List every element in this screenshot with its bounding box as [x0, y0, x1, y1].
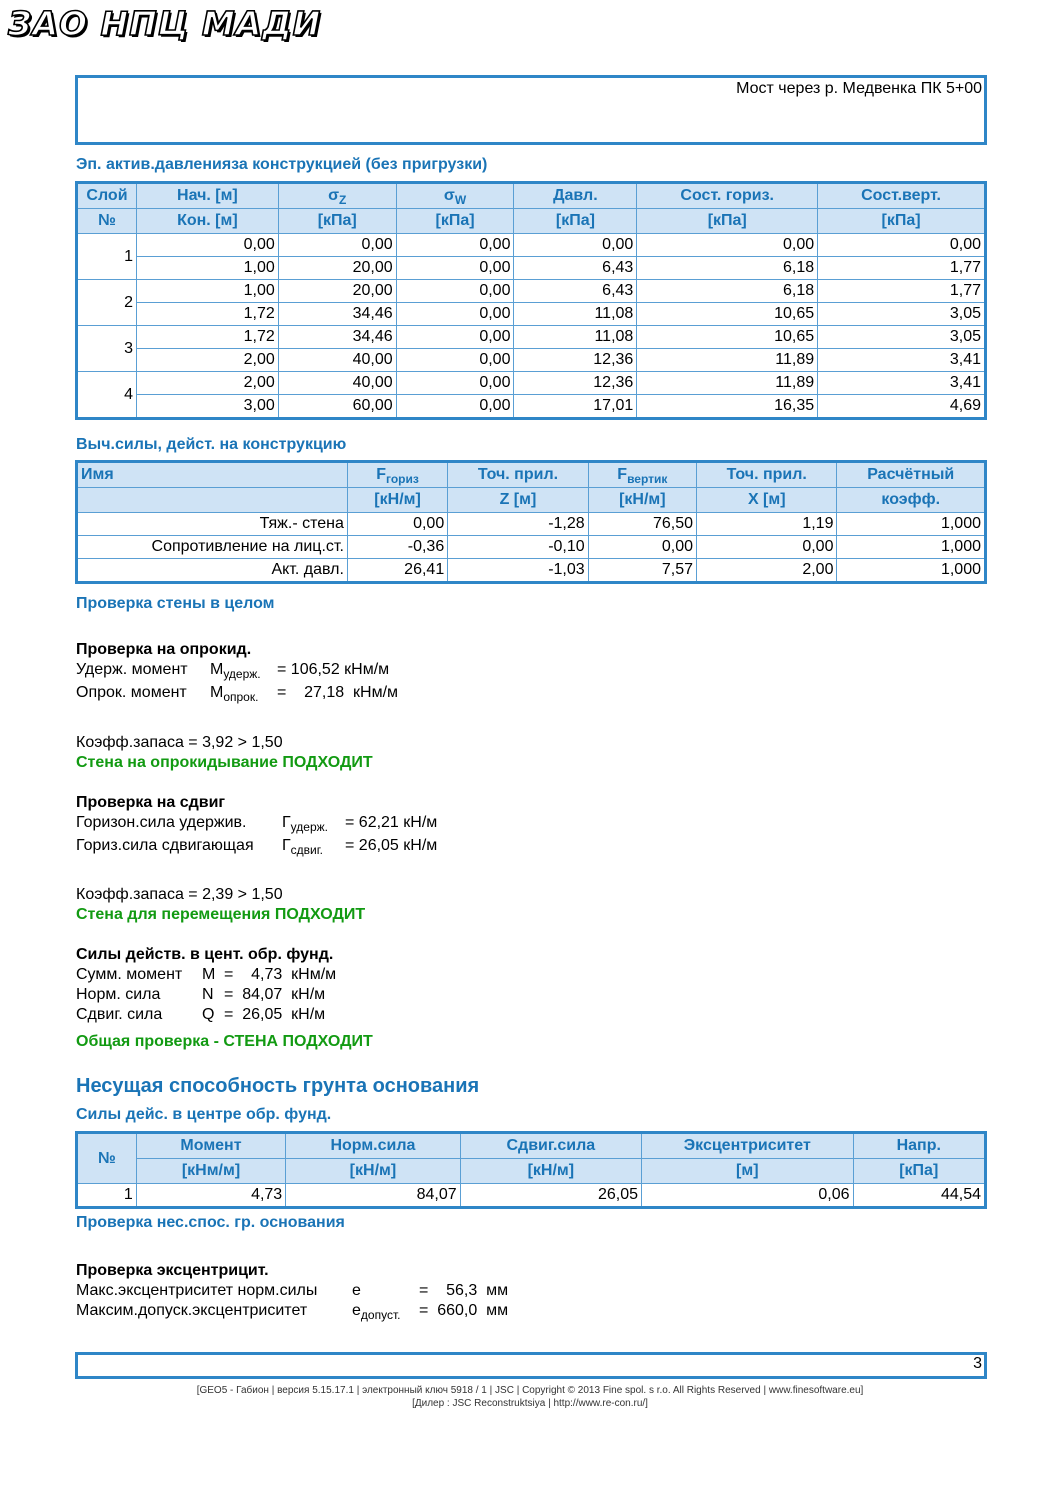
hold-force-symbol: $Г_{удерж.}$ — [282, 814, 328, 834]
table-row — [77, 303, 986, 326]
cell: 76,50 — [588, 513, 696, 536]
th-name: Имя — [77, 462, 348, 488]
layer-cell: 1 — [77, 234, 137, 280]
cell: 20,00 — [278, 257, 396, 280]
cell: 34,46 — [278, 326, 396, 349]
slide-force-label: Гориз.сила сдвигающая — [76, 837, 254, 854]
max-ecc-value: = 56,3 мм — [419, 1282, 509, 1299]
th-start: Нач. [м] — [136, 183, 278, 209]
cell: 0,00 — [396, 280, 514, 303]
th-coef-2: коэфф. — [837, 488, 986, 513]
max-ecc-label: Макс.эксцентриситет норм.силы — [76, 1282, 318, 1299]
cell: 0,00 — [396, 395, 514, 419]
cell: 6,18 — [637, 280, 818, 303]
sum-moment-label: Сумм. момент — [76, 966, 183, 983]
cell: 1,19 — [697, 513, 837, 536]
footer-line-2: [Дилер : JSC Reconstruktsiya | http://www.re-con.ru/] — [412, 1398, 648, 1409]
cell: 26,05 — [460, 1184, 641, 1208]
cell: 11,89 — [637, 349, 818, 372]
th-coef: Расчётный — [837, 462, 986, 488]
project-title: Мост через р. Медвенка ПК 5+00 — [736, 80, 982, 97]
th-vert: Сост.верт. — [818, 183, 986, 209]
cell: 0,00 — [396, 303, 514, 326]
forces-table — [75, 460, 987, 584]
pressure-table — [75, 181, 987, 420]
cell: 2,00 — [697, 559, 837, 583]
shear-force-symbol: Q — [202, 1006, 215, 1023]
cell: 0,00 — [396, 257, 514, 280]
shear-force-label: Сдвиг. сила — [76, 1006, 163, 1023]
th-shear-unit: [кН/м] — [460, 1159, 641, 1184]
normal-force-label: Норм. сила — [76, 986, 161, 1003]
overturn-moment-value: = 27,18 кНм/м — [277, 684, 399, 701]
cell: 20,00 — [278, 280, 396, 303]
cell: 26,41 — [347, 559, 447, 583]
cell: 0,06 — [642, 1184, 853, 1208]
table-row — [77, 536, 986, 559]
bearing-subtitle: Силы дейс. в центре обр. фунд. — [76, 1106, 332, 1123]
bearing-check-title: Проверка нес.спос. гр. основания — [76, 1214, 345, 1231]
th-moment: Момент — [136, 1133, 285, 1159]
th-layer-no: № — [77, 209, 137, 234]
allowed-ecc-symbol: $e_{допуст.}$ — [352, 1302, 401, 1322]
cell: 0,00 — [637, 234, 818, 257]
cell: 7,57 — [588, 559, 696, 583]
hold-moment-label: Удерж. момент — [76, 661, 188, 678]
layer-cell: 3 — [77, 326, 137, 372]
cell: 3,00 — [136, 395, 278, 419]
th-normal-unit: [кН/м] — [286, 1159, 460, 1184]
th-sigma-w-unit: [кПа] — [396, 209, 514, 234]
normal-force-symbol: N — [202, 986, 214, 1003]
footer-line-1: [GEO5 - Габион | версия 5.15.17.1 | электронный ключ 5918 / 1 | JSC | Copyright © 2013 Fine spol. s r.o. All Rights Reserved | www.finesoftware.eu] — [196, 1385, 864, 1396]
th-stress: Напр. — [853, 1133, 985, 1159]
cell: 12,36 — [514, 372, 637, 395]
cell: 1,00 — [136, 257, 278, 280]
force-name-cell: Акт. давл. — [77, 559, 348, 583]
wall-check-title: Проверка стены в целом — [76, 595, 275, 612]
cell: 2,00 — [136, 349, 278, 372]
table-row — [77, 257, 986, 280]
cell: 1,000 — [837, 536, 986, 559]
cell: 0,00 — [697, 536, 837, 559]
th-point-z-unit: Z [м] — [448, 488, 588, 513]
th-ecc: Эксцентриситет — [642, 1133, 853, 1159]
ecc-title: Проверка эксцентрицит. — [76, 1262, 269, 1279]
th-moment-unit: [кНм/м] — [136, 1159, 285, 1184]
th-end: Кон. [м] — [136, 209, 278, 234]
th-horiz: Сост. гориз. — [637, 183, 818, 209]
hold-force-value: = 62,21 кН/м — [345, 814, 438, 831]
table-row — [77, 349, 986, 372]
allowed-ecc-value: = 660,0 мм — [419, 1302, 509, 1319]
table-row — [77, 280, 986, 303]
cell: 6,43 — [514, 280, 637, 303]
force-name-cell: Тяж.- стена — [77, 513, 348, 536]
cell: 11,89 — [637, 372, 818, 395]
cell: 6,18 — [637, 257, 818, 280]
normal-force-value: = 84,07 кН/м — [224, 986, 326, 1003]
cell: 1,00 — [136, 280, 278, 303]
cell: 0,00 — [818, 234, 986, 257]
layer-cell: 4 — [77, 372, 137, 419]
cell: 16,35 — [637, 395, 818, 419]
table-row — [77, 559, 986, 583]
th-no: № — [77, 1133, 137, 1184]
max-ecc-symbol: e — [352, 1282, 361, 1299]
cell: 12,36 — [514, 349, 637, 372]
bearing-table — [75, 1131, 987, 1209]
cell: 17,01 — [514, 395, 637, 419]
cell: 0,00 — [347, 513, 447, 536]
th-shear: Сдвиг.сила — [460, 1133, 641, 1159]
slide-force-symbol: $Г_{сдвиг.}$ — [282, 837, 323, 857]
cell: 1,77 — [818, 280, 986, 303]
cell: 3,41 — [818, 372, 986, 395]
slide-title: Проверка на сдвиг — [76, 794, 226, 811]
cell: 0,00 — [588, 536, 696, 559]
bearing-title: Несущая способность грунта основания — [76, 1075, 480, 1097]
th-fvert-unit: [кН/м] — [588, 488, 696, 513]
slide-force-value: = 26,05 кН/м — [345, 837, 438, 854]
cell: -0,36 — [347, 536, 447, 559]
cell: 1,77 — [818, 257, 986, 280]
allowed-ecc-label: Максим.допуск.эксцентриситет — [76, 1302, 308, 1319]
slide-factor: Коэфф.запаса = 2,39 > 1,50 — [76, 886, 283, 903]
th-fhoriz-unit: [кН/м] — [347, 488, 447, 513]
table-row — [77, 513, 986, 536]
cell: 3,05 — [818, 303, 986, 326]
th-pressure-unit: [кПа] — [514, 209, 637, 234]
table1-title: Эп. актив.давленияза конструкцией (без пригрузки) — [76, 156, 488, 173]
layer-cell: 2 — [77, 280, 137, 326]
cell: 4,73 — [136, 1184, 285, 1208]
slide-verdict: Стена для перемещения ПОДХОДИТ — [76, 906, 366, 923]
cell: 0,00 — [396, 372, 514, 395]
table2-title: Выч.силы, дейст. на конструкцию — [76, 436, 347, 453]
th-layer: Слой — [77, 183, 137, 209]
cell: 0,00 — [396, 234, 514, 257]
th-name-blank — [77, 488, 348, 513]
th-fvert: $F_{вертик}$ — [588, 462, 696, 488]
th-fhoriz: $F_{гориз}$ — [347, 462, 447, 488]
hold-moment-value: = 106,52 кНм/м — [277, 661, 390, 678]
th-pressure: Давл. — [514, 183, 637, 209]
company-stamp: ЗАО НПЦ МАДИ — [8, 4, 322, 43]
cell: 3,05 — [818, 326, 986, 349]
overall-verdict: Общая проверка - СТЕНА ПОДХОДИТ — [76, 1033, 373, 1050]
th-point-x-unit: X [м] — [697, 488, 837, 513]
th-point-x: Точ. прил. — [697, 462, 837, 488]
hold-moment-symbol: $M_{удерж.}$ — [210, 661, 261, 681]
cell: 1,72 — [136, 303, 278, 326]
th-sigma-z-unit: [кПа] — [278, 209, 396, 234]
cell: 1,000 — [837, 559, 986, 583]
cell: 2,00 — [136, 372, 278, 395]
header-box — [75, 75, 987, 145]
cell: -0,10 — [448, 536, 588, 559]
cell: 10,65 — [637, 303, 818, 326]
overturn-title: Проверка на опрокид. — [76, 641, 252, 658]
footer-box — [75, 1352, 987, 1379]
cell: 0,00 — [136, 234, 278, 257]
th-vert-unit: [кПа] — [818, 209, 986, 234]
sum-moment-value: = 4,73 кНм/м — [224, 966, 337, 983]
table-row — [77, 372, 986, 395]
table-row — [77, 395, 986, 419]
th-horiz-unit: [кПа] — [637, 209, 818, 234]
force-name-cell: Сопротивление на лиц.ст. — [77, 536, 348, 559]
cell: 1,000 — [837, 513, 986, 536]
table-row — [77, 1184, 986, 1208]
table-row — [77, 234, 986, 257]
cell: 84,07 — [286, 1184, 460, 1208]
cell: 0,00 — [514, 234, 637, 257]
hold-force-label: Горизон.сила удержив. — [76, 814, 247, 831]
sum-moment-symbol: M — [202, 966, 216, 983]
cell: 0,00 — [396, 349, 514, 372]
th-normal: Норм.сила — [286, 1133, 460, 1159]
overturn-verdict: Стена на опрокидывание ПОДХОДИТ — [76, 754, 373, 771]
cell: 44,54 — [853, 1184, 985, 1208]
cell: -1,28 — [448, 513, 588, 536]
page-number: 3 — [973, 1355, 982, 1372]
cell: 3,41 — [818, 349, 986, 372]
table-row — [77, 326, 986, 349]
cell: 11,08 — [514, 326, 637, 349]
cell: 6,43 — [514, 257, 637, 280]
cell: -1,03 — [448, 559, 588, 583]
overturn-moment-symbol: $M_{опрок.}$ — [210, 684, 259, 704]
th-ecc-unit: [м] — [642, 1159, 853, 1184]
cell: 60,00 — [278, 395, 396, 419]
overturn-moment-label: Опрок. момент — [76, 684, 187, 701]
cell: 40,00 — [278, 349, 396, 372]
th-sigma-z: $\sigma_Z$ — [278, 183, 396, 209]
cell: 34,46 — [278, 303, 396, 326]
cell: 0,00 — [396, 326, 514, 349]
th-point-z: Точ. прил. — [448, 462, 588, 488]
th-sigma-w: $\sigma_W$ — [396, 183, 514, 209]
th-stress-unit: [кПа] — [853, 1159, 985, 1184]
cell: 1 — [77, 1184, 137, 1208]
cell: 10,65 — [637, 326, 818, 349]
cell: 40,00 — [278, 372, 396, 395]
forces-title: Силы действ. в цент. обр. фунд. — [76, 946, 334, 963]
cell: 0,00 — [278, 234, 396, 257]
cell: 1,72 — [136, 326, 278, 349]
shear-force-value: = 26,05 кН/м — [224, 1006, 326, 1023]
cell: 11,08 — [514, 303, 637, 326]
cell: 4,69 — [818, 395, 986, 419]
overturn-factor: Коэфф.запаса = 3,92 > 1,50 — [76, 734, 283, 751]
